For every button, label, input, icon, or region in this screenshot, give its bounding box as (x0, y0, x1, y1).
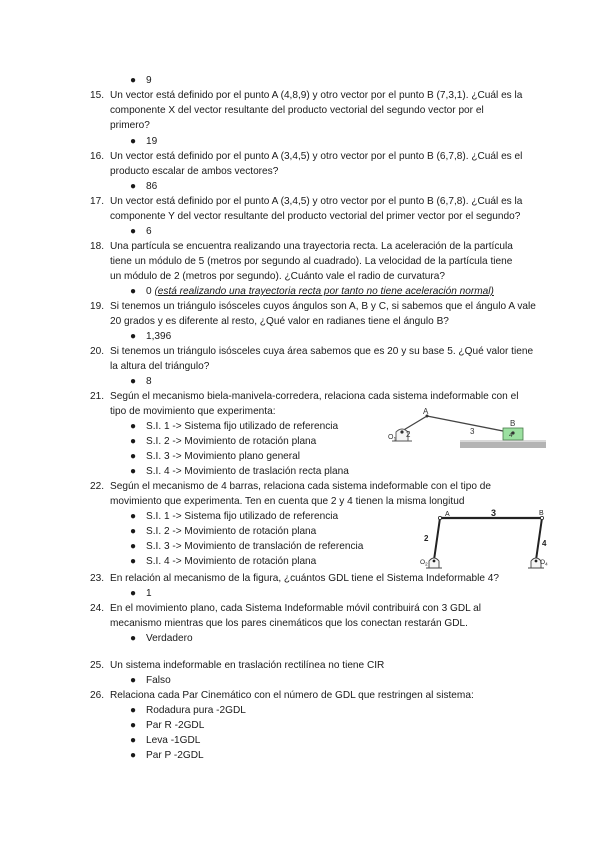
link-2-crank (402, 416, 427, 431)
label-link-4: 4 (509, 432, 513, 439)
label-a: A (445, 511, 450, 518)
bullet-icon: ● (130, 421, 137, 432)
question-text: En el movimiento plano, cada Sistema Indeformable móvil contribuirá con 3 GDL al mecanismo mientras que los pares cinemáticos que los conectan restarán GDL. (110, 603, 482, 629)
bullet-icon: ● (130, 436, 137, 447)
bullet-icon: ● (130, 331, 137, 342)
ground-pivot-o2 (429, 558, 439, 568)
question-number: 25. (90, 660, 105, 671)
bullet-icon: ● (130, 705, 137, 716)
label-link-3: 3 (470, 427, 475, 436)
bullet-icon: ● (130, 181, 137, 192)
bullet-icon: ● (130, 136, 137, 147)
label-link-2: 2 (424, 534, 429, 543)
bullet-icon: ● (130, 75, 137, 86)
question-number: 22. (90, 481, 105, 492)
question-number: 23. (90, 573, 105, 584)
joint-o4 (535, 560, 538, 563)
bullet-icon: ● (130, 633, 137, 644)
question-number: 26. (90, 690, 105, 701)
question-text: Si tenemos un triángulo isósceles cuyos ángulos son A, B y C, si sabemos que el ángulo A vale 20 grados y es diferente al resto, ¿Qué valor en radianes tiene el ángulo B? (110, 301, 536, 327)
bullet-icon: ● (130, 556, 137, 567)
joint-a (438, 516, 441, 519)
question-number: 20. (90, 346, 105, 357)
question-number: 15. (90, 90, 105, 101)
bullet-icon: ● (130, 541, 137, 552)
question-number: 18. (90, 241, 105, 252)
label-link-4: 4 (542, 539, 547, 548)
label-a: A (423, 408, 429, 416)
answer-note: (está realizando una trayectoria recta por tanto no tiene aceleración normal) (154, 286, 494, 297)
link-2-crank (434, 518, 440, 560)
label-b: B (510, 419, 516, 428)
label-b: B (539, 510, 544, 517)
bullet-icon: ● (130, 286, 137, 297)
bullet-icon: ● (130, 466, 137, 477)
bullet-icon: ● (130, 226, 137, 237)
label-o1: $O_1$ (388, 434, 397, 443)
question-text: Una partícula se encuentra realizando una trayectoria recta. La aceleración de la partícula tiene un módulo de 5 (metros por segundo al cuadrado). La velocidad de la partícula tiene un módulo de 2 (metros por segundo). ¿Cuánto vale el radio de curvatura? (110, 241, 513, 282)
question-text: Un vector está definido por el punto A (4,8,9) y otro vector por el punto B (7,3,1). ¿Cuál es la componente X del vector resultante del producto vectorial del segundo vector por el primero? (110, 90, 523, 131)
bullet-icon: ● (130, 588, 137, 599)
question-text: En relación al mecanismo de la figura, ¿cuántos GDL tiene el Sistema Indeformable 4? (110, 573, 499, 584)
bullet-icon: ● (130, 750, 137, 761)
question-text: Relaciona cada Par Cinemático con el número de GDL que restringen al sistema: (110, 690, 474, 701)
question-text: Según el mecanismo de 4 barras, relaciona cada sistema indeformable con el tipo de movimiento que experimenta. Ten en cuenta que 2 y 4 tienen la misma longitud (110, 481, 491, 507)
joint-o1 (400, 430, 403, 433)
label-o2: $O_2$ (420, 559, 428, 567)
joint-o2 (433, 560, 436, 563)
slider-guide-base (460, 442, 546, 448)
question-text: Un vector está definido por el punto A (3,4,5) y otro vector por el punto B (6,7,8). ¿Cuál es el producto escalar de ambos vectores? (110, 151, 523, 177)
bullet-icon: ● (130, 451, 137, 462)
question-number: 24. (90, 603, 105, 614)
document-page: ● 9 15. Un vector está definido por el punto A (4,8,9) y otro vector por el punto B (7,3,1). ¿Cuál es la componente X del vector resultante del producto vectorial del segundo vector por el primero? ● 19 16. Un vector está definido por el punto A (3,4,5) y otro vector por el punto B (6,7,8). ¿Cuál es el producto escalar de ambos vectores? ● 86 17. Un vector está definido por el punto A (3,4,5) y otro vector por el punto B (6,7,8). ¿Cuál es la componente Y del vector resultante del producto vectorial del primer vector por el segundo? ● 6 18. Una partícula se encuentra realizando una trayectoria recta. La aceleración de la partícula tiene un módulo de 5 (metros por segundo al cuadrado). La velocidad de la partícula tiene un módulo de 2 (metros por segundo). ¿Cuánto vale el radio de curvatura? ● 0 (está realizando una trayectoria recta por tanto no tiene aceleración normal) 19. Si tenemos un triángulo isósceles cuyos ángulos son A, B y C, si sabemos que el ángulo A vale 20 grados y es diferente al resto, ¿Qué valor en radianes tiene el ángulo B? ● 1,396 20. Si tenemos un triángulo isósceles cuya área sabemos que es 20 y su base 5. ¿Qué valor tiene la altura del triángulo? ● 8 21. Según el mecanismo biela-manivela-corredera, relaciona cada sistema indeformable con el tipo de movimiento que experimenta: ● S.I. 1 -> Sistema fijo utilizado de referencia ● S.I. 2 -> Movimiento de rotación plana ● S.I. 3 -> Movimiento plano general ● S.I. 4 -> Movimiento de traslación recta plana A B 2 3 4 $O_1$ 22. Según el mecanismo de 4 barras, relaciona cada sistema indeformable con el tipo de movimiento que experimenta. Ten en cuenta que 2 y 4 tienen la misma longitud ● S.I. 1 -> Sistema fijo utilizado de referencia ● S.I. 2 -> Movimiento de rotación plana ● S.I. 3 -> Movimiento de translación de referencia ● S.I. 4 -> Movimiento de rotación plana A B 3 2 4 $O_2$ $O_4$ 23. En relación al mecanismo de la figura, ¿cuántos GDL tiene el Sistema Indeformable 4? ● 1 24. En el movimiento plano, cada Sistema Indeformable móvil contribuirá con 3 GDL al mecanismo mientras que los pares cinemáticos que los conectan restarán GDL. ● Verdadero 25. Un sistema indeformable en traslación rectilínea no tiene CIR ● Falso 26. Relaciona cada Par Cinemático con el número de GDL que restringen al sistema: ● Rodadura pura -2GDL ● Par R -2GDL ● Leva -1GDL ● Par P -2GDL (0, 0, 600, 848)
bullet-icon: ● (130, 526, 137, 537)
question-number: 17. (90, 196, 105, 207)
bullet-icon: ● (130, 376, 137, 387)
four-bar-diagram (418, 508, 553, 576)
slider-crank-diagram (388, 408, 548, 474)
question-number: 21. (90, 391, 105, 402)
question-text: Un sistema indeformable en traslación rectilínea no tiene CIR (110, 660, 385, 671)
bullet-icon: ● (130, 735, 137, 746)
bullet-icon: ● (130, 511, 137, 522)
question-number: 16. (90, 151, 105, 162)
question-text: Un vector está definido por el punto A (3,4,5) y otro vector por el punto B (6,7,8). ¿Cuál es la componente Y del vector resultante del producto vectorial del primer vector por el segundo? (110, 196, 523, 222)
question-text: Si tenemos un triángulo isósceles cuya área sabemos que es 20 y su base 5. ¿Qué valor tiene la altura del triángulo? (110, 346, 534, 372)
question-text: Según el mecanismo biela-manivela-corredera, relaciona cada sistema indeformable con el tipo de movimiento que experimenta: (110, 391, 519, 417)
label-link-2: 2 (406, 430, 411, 439)
label-o4: $O_4$ (540, 559, 548, 567)
question-number: 19. (90, 301, 105, 312)
bullet-icon: ● (130, 720, 137, 731)
bullet-icon: ● (130, 675, 137, 686)
label-link-3: 3 (491, 508, 497, 518)
